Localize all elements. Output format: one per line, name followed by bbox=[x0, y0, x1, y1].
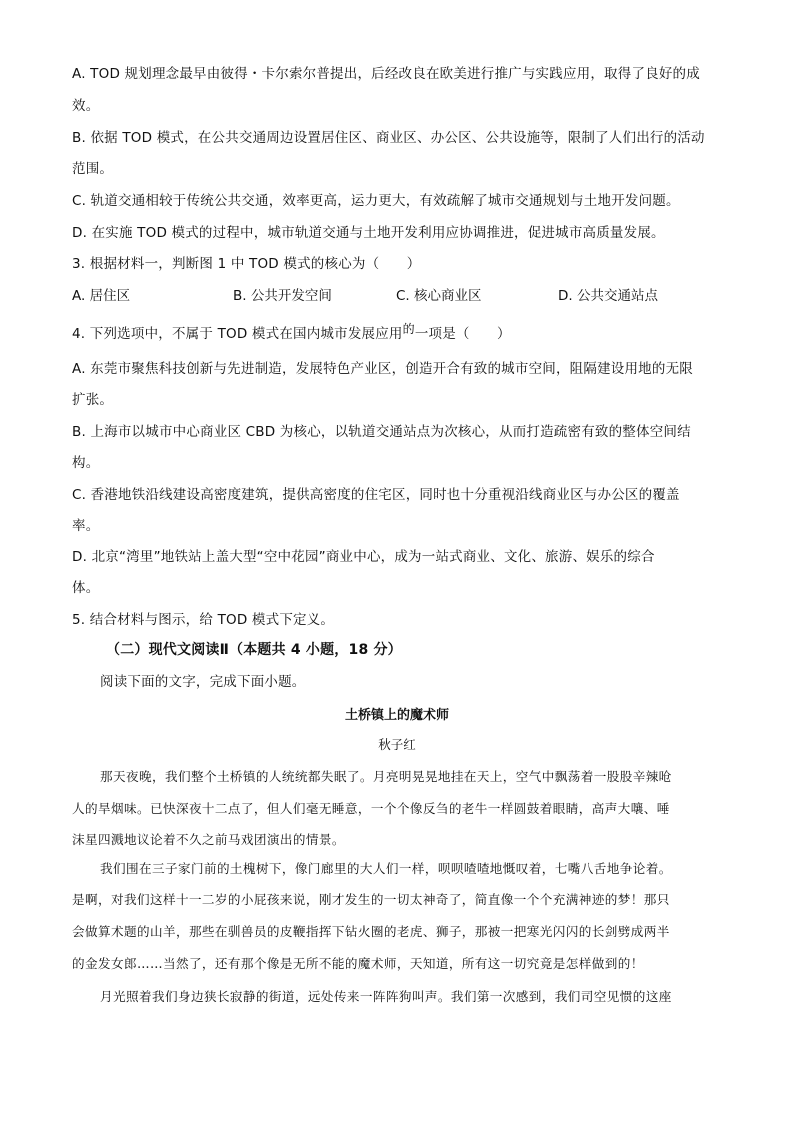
paragraph-2-line-1: 我们围在三子家门前的土槐树下，像门廊里的大人们一样，呗呗喳喳地慨叹着，七嘴八舌地争论着。 bbox=[100, 861, 672, 876]
option-4b-line2: 构。 bbox=[72, 455, 100, 471]
section-heading: （二）现代文阅读Ⅱ（本题共 4 小题，18 分） bbox=[106, 642, 402, 658]
option-3b: B. 公共开发空间 bbox=[233, 288, 332, 304]
reading-instruction: 阅读下面的文字，完成下面小题。 bbox=[100, 674, 306, 690]
option-2c: C. 轨道交通相较于传统公共交通，效率更高，运力更大，有效疏解了城市交通规划与土地开发问题。 bbox=[72, 193, 680, 209]
option-4d-line1: D. 北京“湾里”地铁站上盖大型“空中花园”商业中心，成为一站式商业、文化、旅游、娱乐的综合 bbox=[72, 549, 655, 565]
option-4c-line1: C. 香港地铁沿线建设高密度建筑，提供高密度的住宅区，同时也十分重视沿线商业区与办公区的覆盖 bbox=[72, 487, 680, 503]
option-4c-line2: 率。 bbox=[72, 518, 100, 534]
option-2b-line1: B. 依据 TOD 模式，在公共交通周边设置居住区、商业区、办公区、公共设施等，限制了人们出行的活动 bbox=[72, 130, 705, 146]
option-2a-line1: A. TOD 规划理念最早由彼得・卡尔索尔普提出，后经改良在欧美进行推广与实践应用，取得了良好的成 bbox=[72, 66, 700, 82]
paragraph-1-line-3: 沫星四溅地议论着不久之前马戏团演出的情景。 bbox=[72, 832, 345, 847]
option-3d: D. 公共交通站点 bbox=[558, 288, 658, 304]
option-4a-line1: A. 东莞市聚焦科技创新与先进制造，发展特色产业区，创造开合有致的城市空间，阻隔建设用地的无限 bbox=[72, 361, 693, 377]
option-2b-line2: 范围。 bbox=[72, 161, 114, 177]
paragraph-2-line-2: 是啊，对我们这样十一二岁的小屁孩来说，刚才发生的一切太神奇了，简直像一个个充满神迹的梦！那只 bbox=[72, 892, 670, 907]
paragraph-2-line-3: 会做算术题的山羊，那些在驯兽员的皮鞭指挥下钻火圈的老虎、狮子，那被一把寒光闪闪的长剑劈成两半 bbox=[72, 924, 670, 939]
question-5-stem: 5. 结合材料与图示，给 TOD 模式下定义。 bbox=[72, 612, 335, 628]
paragraph-1-line-2: 人的旱烟味。已快深夜十二点了，但人们毫无睡意，一个个像反刍的老牛一样圆鼓着眼睛，高声大嚷、唾 bbox=[72, 801, 670, 816]
question-3-stem: 3. 根据材料一，判断图 1 中 TOD 模式的核心为（ ） bbox=[72, 256, 421, 272]
story-author: 秋子红 bbox=[378, 737, 416, 752]
option-4b-line1: B. 上海市以城市中心商业区 CBD 为核心，以轨道交通站点为次核心，从而打造疏密有致的整体空间结 bbox=[72, 424, 691, 440]
option-2d: D. 在实施 TOD 模式的过程中，城市轨道交通与土地开发利用应协调推进，促进城市高质量发展。 bbox=[72, 225, 665, 241]
option-4d-line2: 体。 bbox=[72, 580, 100, 596]
option-4a-line2: 扩张。 bbox=[72, 392, 114, 408]
question-4-stem: 4. 下列选项中，不属于 TOD 模式在国内城市发展应用的一项是（ ） bbox=[72, 322, 511, 342]
paragraph-1-line-1: 那天夜晚，我们整个土桥镇的人统统都失眠了。月亮明晃晃地挂在天上，空气中飘荡着一股股辛辣呛 bbox=[100, 769, 672, 784]
option-3a: A. 居住区 bbox=[72, 288, 131, 304]
option-2a-line2: 效。 bbox=[72, 98, 100, 114]
paragraph-2-line-4: 的金发女郎……当然了，还有那个像是无所不能的魔术师，天知道，所有这一切究竟是怎样做到的！ bbox=[72, 956, 644, 971]
option-3c: C. 核心商业区 bbox=[396, 288, 482, 304]
story-title: 土桥镇上的魔术师 bbox=[344, 708, 449, 723]
paragraph-3-line-1: 月光照着我们身边狭长寂静的街道，远处传来一阵阵狗叫声。我们第一次感到，我们司空见惯的这座 bbox=[100, 989, 672, 1004]
